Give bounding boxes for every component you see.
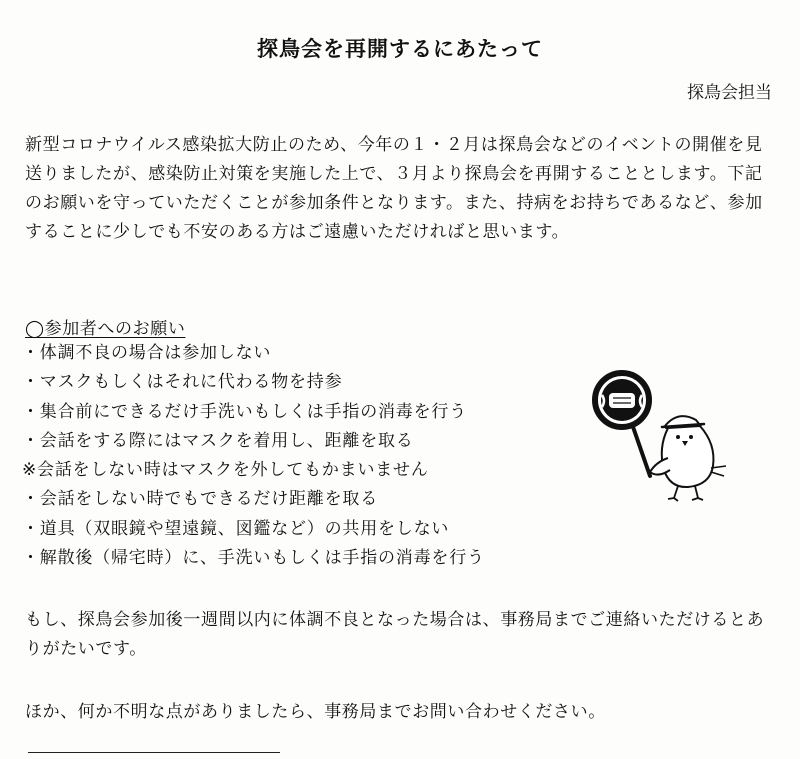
bird-mascot-icon [650, 416, 726, 501]
author-label: 探鳥会担当 [687, 83, 772, 103]
closing-paragraph: ほか、何か不明な点がありましたら、事務局までお問い合わせください。 [25, 702, 606, 722]
list-item: ・道具（双眼鏡や望遠鏡、図鑑など）の共用をしない [22, 518, 450, 539]
intro-paragraph: 新型コロナウイルス感染拡大防止のため、今年の１・２月は探鳥会などのイベントの開催を見送りましたが、感染防止対策を実施した上で、３月より探鳥会を再開することとします。下記のお願いを守っていただくことが参加条件となります。また、持病をお持ちであるなど、参加することに少しでも不安のある方はご遠慮いただければと思います。 [25, 135, 763, 242]
requests-heading: ◯参加者へのお願い [25, 319, 186, 339]
list-item: ※会話をしない時はマスクを外してもかまいません [22, 460, 429, 481]
list-item: ・解散後（帰宅時）に、手洗いもしくは手指の消毒を行う [22, 548, 485, 569]
followup-paragraph: もし、探鳥会参加後一週間以内に体調不良となった場合は、事務局までご連絡いただけるとありがたいです。 [25, 610, 765, 659]
list-item: ・会話をしない時でもできるだけ距離を取る [22, 489, 378, 510]
bird-mascot-illustration [592, 368, 737, 503]
list-item: ・会話をする際にはマスクを着用し、距離を取る [22, 430, 414, 451]
list-item: ・体調不良の場合は参加しない [22, 343, 272, 363]
divider [28, 752, 280, 753]
page-title: 探鳥会を再開するにあたって [257, 37, 543, 61]
requests-list [22, 339, 485, 573]
list-item: ・マスクもしくはそれに代わる物を持参 [22, 372, 343, 393]
mask-sign-icon [595, 373, 649, 427]
list-item: ・集合前にできるだけ手洗いもしくは手指の消毒を行う [22, 401, 467, 422]
